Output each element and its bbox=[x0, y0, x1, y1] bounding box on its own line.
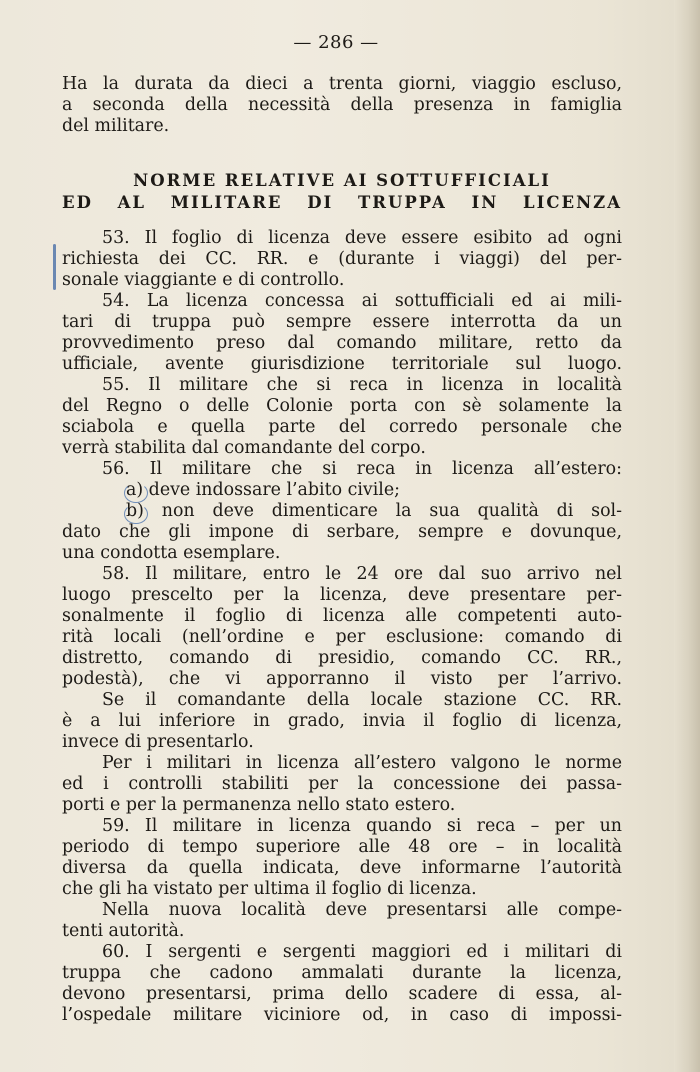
section-heading bbox=[62, 170, 622, 214]
intro-paragraph bbox=[62, 74, 622, 137]
text-line: Ha la durata da dieci a trenta giorni, viaggio escluso, bbox=[62, 74, 622, 94]
text-line: 56. Il militare che si reca in licenza all’estero: bbox=[102, 459, 622, 479]
text-line: provvedimento preso dal comando militare, retto da bbox=[62, 333, 622, 353]
text-line: 54. La licenza concessa ai sottufficiali ed ai mili- bbox=[102, 291, 622, 311]
text-line: 55. Il militare che si reca in licenza in località bbox=[102, 375, 622, 395]
text-line: luogo prescelto per la licenza, deve presentare per- bbox=[62, 585, 622, 605]
text-line: diversa da quella indicata, deve informarne l’autorità bbox=[62, 858, 622, 878]
text-line: l’ospedale militare viciniore od, in caso di impossi- bbox=[62, 1005, 622, 1025]
text-line: truppa che cadono ammalati durante la licenza, bbox=[62, 963, 622, 983]
text-line: ufficiale, avente giurisdizione territoriale sul luogo. bbox=[62, 354, 622, 374]
heading-line: NORME RELATIVE AI SOTTUFFICIALI bbox=[133, 171, 551, 190]
text-line: sonale viaggiante e di controllo. bbox=[62, 270, 345, 290]
text-line: una condotta esemplare. bbox=[62, 543, 281, 563]
pen-circle-a bbox=[124, 483, 148, 503]
text-line: richiesta dei CC. RR. e (durante i viaggi) del per- bbox=[62, 249, 622, 269]
text-line: periodo di tempo superiore alle 48 ore – in località bbox=[62, 837, 622, 857]
text-line: rità locali (nell’ordine e per esclusione: comando di bbox=[62, 627, 622, 647]
text-line: è a lui inferiore in grado, invia il foglio di licenza, bbox=[62, 711, 622, 731]
text-line: devono presentarsi, prima dello scadere di essa, al- bbox=[62, 984, 622, 1004]
text-line: 53. Il foglio di licenza deve essere esibito ad ogni bbox=[102, 228, 622, 248]
text-line: tenti autorità. bbox=[62, 921, 185, 941]
page-number: — 286 — bbox=[293, 32, 379, 53]
text-line: invece di presentarlo. bbox=[62, 732, 254, 752]
text-line: podestà), che vi apporranno il visto per l’arrivo. bbox=[62, 669, 622, 689]
text-line: verrà stabilita dal comandante del corpo. bbox=[62, 438, 426, 458]
text-line: a seconda della necessità della presenza in famiglia bbox=[62, 95, 622, 115]
text-line: del Regno o delle Colonie porta con sè solamente la bbox=[62, 396, 622, 416]
text-line: 58. Il militare, entro le 24 ore dal suo arrivo nel bbox=[102, 564, 622, 584]
text-line: 59. Il militare in licenza quando si reca – per un bbox=[102, 816, 622, 836]
text-line: tari di truppa può sempre essere interrotta da un bbox=[62, 312, 622, 332]
text-line: Se il comandante della locale stazione CC. RR. bbox=[102, 690, 622, 710]
text-line: sciabola e quella parte del corredo personale che bbox=[62, 417, 622, 437]
pen-circle-b bbox=[124, 504, 148, 524]
list-item-a: a) deve indossare l’abito civile; bbox=[126, 480, 401, 500]
text-line: 60. I sergenti e sergenti maggiori ed i militari di bbox=[102, 942, 622, 962]
text-line: dato che gli impone di serbare, sempre e dovunque, bbox=[62, 522, 622, 542]
heading-line: ED AL MILITARE DI TRUPPA IN LICENZA bbox=[62, 193, 622, 212]
page-edge bbox=[674, 0, 700, 1072]
body-text bbox=[62, 228, 622, 1026]
text-line: Per i militari in licenza all’estero valgono le norme bbox=[102, 753, 622, 773]
text-line: che gli ha vistato per ultima il foglio di licenza. bbox=[62, 879, 477, 899]
margin-pen-mark bbox=[53, 244, 56, 290]
list-item-b: b) non deve dimenticare la sua qualità di sol- bbox=[126, 501, 622, 521]
text-line: del militare. bbox=[62, 116, 170, 136]
text-line: sonalmente il foglio di licenza alle competenti auto- bbox=[62, 606, 622, 626]
text-line: porti e per la permanenza nello stato estero. bbox=[62, 795, 456, 815]
text-line: distretto, comando di presidio, comando CC. RR., bbox=[62, 648, 622, 668]
text-line: Nella nuova località deve presentarsi alle compe- bbox=[102, 900, 622, 920]
text-line: ed i controlli stabiliti per la concessione dei passa- bbox=[62, 774, 622, 794]
